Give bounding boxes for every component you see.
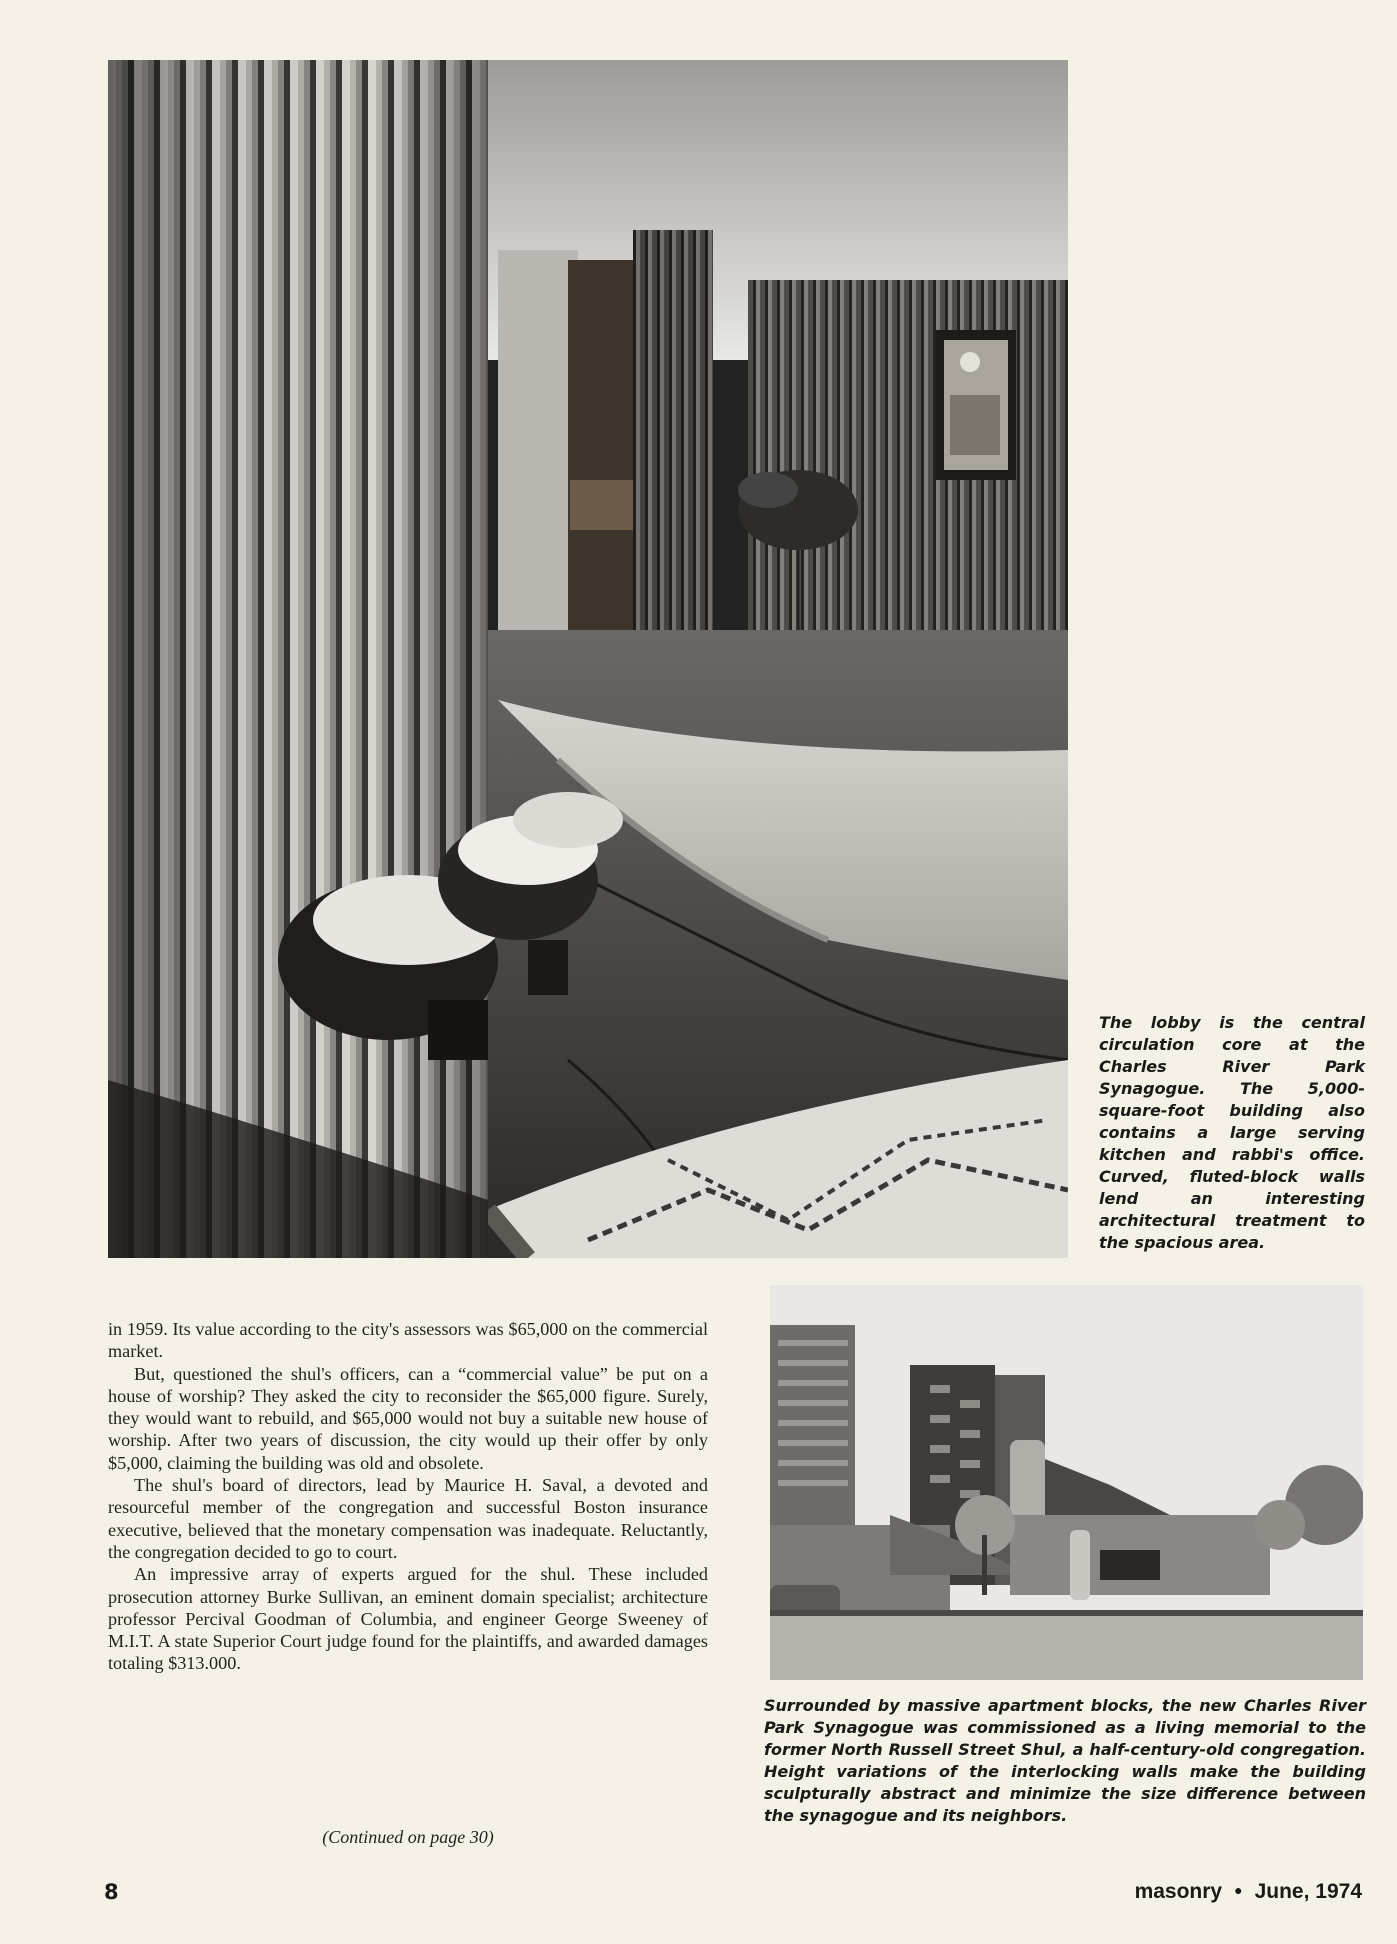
page-number: 8 bbox=[104, 1880, 119, 1904]
paragraph: The shul's board of directors, lead by Maurice H. Saval, a devoted and resourceful member of the congregation and successful Boston insurance executive, believed that the monetary compensation was inadequate. Reluctantly, the congregation decided to go to court. bbox=[108, 1475, 708, 1562]
lobby-caption: The lobby is the central circulation core at the Charles River Park Synagogue. The 5,000-square-foot building also contains a large serving kitchen and rabbi's office. Curved, fluted-block walls lend an interesting architectural treatment to the spacious area. bbox=[1099, 1013, 1365, 1252]
exterior-caption: Surrounded by massive apartment blocks, the new Charles River Park Synagogue was commissioned as a living memorial to the former North Russell Street Shul, a half-century-old congregation. Height variations of the interlocking walls make the building sculpturally abstract and minimize the size difference between the synagogue and its neighbors. bbox=[764, 1696, 1366, 1825]
issue-date: June, 1974 bbox=[1254, 1880, 1362, 1903]
article-body bbox=[108, 1318, 708, 1675]
exterior-photo bbox=[770, 1285, 1363, 1680]
paragraph: in 1959. Its value according to the city's assessors was $65,000 on the commercial market. bbox=[108, 1319, 708, 1362]
exterior-photo-drawing bbox=[770, 1285, 1363, 1680]
paragraph: An impressive array of experts argued for the shul. These included prosecution attorney Burke Sullivan, an eminent domain specialist; architecture professor Percival Goodman of Columbia, and engineer George Sweeney of M.I.T. A state Superior Court judge found for the plaintiffs, and awarded damages totaling $313.000. bbox=[108, 1564, 708, 1674]
bullet-icon: ● bbox=[1234, 1882, 1243, 1898]
footer-publication bbox=[1135, 1880, 1362, 1904]
continued-note: (Continued on page 30) bbox=[322, 1827, 494, 1847]
lobby-photo bbox=[108, 60, 1068, 1258]
paragraph: But, questioned the shul's officers, can a “commercial value” be put on a house of worship? They asked the city to reconsider the $65,000 figure. Surely, they would want to rebuild, and $65,000 would not buy a suitable new house of worship. After two years of discussion, the city would up their offer by only $5,000, claiming the building was old and obsolete. bbox=[108, 1363, 708, 1473]
magazine-name: masonry bbox=[1134, 1880, 1223, 1903]
lobby-photo-drawing bbox=[108, 60, 1068, 1258]
